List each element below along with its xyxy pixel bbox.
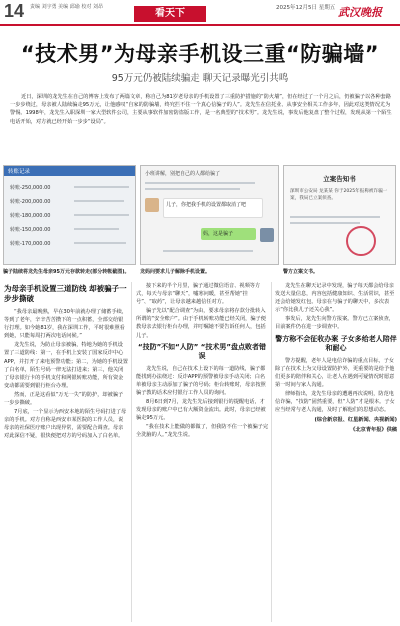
paragraph: 骗子先以“配合调查”为由，要求母亲将存款分批转入所谓的“安全账户”。由于手机转账功能已经关闭，骗子便教母亲去银行柜台办理，并叮嘱她不要告诉任何人，包括儿子。 — [136, 308, 266, 339]
doc-title: 立案告知书 — [323, 175, 356, 183]
section-banner: 看天下 — [134, 6, 206, 22]
chat-top-text: 小班讲解，别把自己的人都给骗了 — [145, 171, 221, 177]
photo-line — [74, 214, 129, 216]
col1-subheading: 为母亲手机设置三道防线 却被骗子一步步撕破 — [4, 284, 127, 303]
issue-date: 2025年12月5日 星期五 — [276, 5, 336, 11]
transfer-row: 转账-170,000.00 — [10, 241, 51, 247]
photo-line — [145, 182, 255, 184]
supply-credit: 《北京青年报》供稿 — [350, 427, 397, 434]
photo-line — [145, 188, 240, 190]
transfer-record-photo — [3, 165, 136, 265]
avatar — [260, 228, 274, 242]
photo-line — [74, 228, 119, 230]
col3-subheading: 警方称不会征收办案 子女多给老人陪伴和耐心 — [275, 334, 397, 352]
transfer-row: 转账-150,000.00 — [10, 227, 51, 233]
transfer-row: 转账-200,000.00 — [10, 199, 51, 205]
article-headline: “技术男”为母亲手机设三重“防骗墙” — [20, 42, 380, 66]
transfer-row: 转账-250,000.00 — [10, 185, 51, 191]
chat-reply: 妈，这是骗子 — [201, 228, 256, 240]
column-divider — [271, 282, 272, 622]
photo1-rows — [10, 181, 50, 251]
article-column-1 — [4, 282, 128, 442]
source-credit: (综合新京报、红星新闻、央视新闻) — [314, 417, 397, 424]
page-header — [0, 0, 400, 26]
paragraph: 7月底，一个显示为西安本地的陌生号码打进了母亲的手机。对方自称是西安市某医院的工作人员，说母亲的社保医疗账户出现异常，需要配合调查。母亲对此深信不疑，很快便把对方的号码加入了白名单。 — [4, 409, 127, 440]
transfer-row: 转账-180,000.00 — [10, 213, 51, 219]
paragraph: “我母亲最晚熟，早在30年前就办理了储蓄手续，等到了老年，辛辛苦苦攒下的一点积蓄，全部交给银行打理。如今她81岁，我在深圳工作，平时很难照看到她，只能每周打两次电话问候。” — [4, 309, 128, 340]
editor-credits: 责编 刘宇勇 美编 邱瑜 校对 刘昂 — [30, 4, 103, 10]
chat-screenshot-photo — [140, 165, 279, 265]
seal-stamp — [346, 226, 376, 256]
police-document-photo — [283, 165, 396, 265]
article-subhead: 95万元仍被陆续骗走 聊天记录曝光引共鸣 — [111, 73, 289, 84]
chat-message: 儿子，你把我手机的设置都取消了吧 — [163, 198, 263, 218]
paragraph: 龙先生在聊天记录中发现，骗子每天都会给母亲发送大量信息，内容包括健康知识、生活常识，甚至还会给她发红包。母亲在与骗子的聊天中，多次表示“你比我儿子还关心我”。 — [275, 283, 395, 314]
paragraph: 8月6日到7月，龙先生先后接到银行的提醒电话，才发现母亲的账户中已有大额资金流出。此时，母亲已经被骗走95万元。 — [136, 399, 266, 422]
column-divider — [131, 282, 132, 622]
paragraph: 龙先生说，自己在技术上设下的每一道防线，骗子都能找到办法绕过：反诈APP的预警被母亲手动关闭；白名单被母亲主动添加了骗子的号码；柜台转账时，母亲按照骗子教的话术应付银行工作人员的询问。 — [136, 365, 266, 396]
photo-line — [290, 222, 360, 224]
avatar — [145, 198, 159, 212]
article-column-2 — [136, 282, 268, 441]
paragraph: 律师指出，龙先生母亲的遭遇再次说明，防范电信诈骗，“技防”固然重要，但“人防”才是根本。子女应当经常与老人沟通，及时了解他们的思想动态。 — [275, 390, 395, 414]
photo-line — [290, 216, 380, 218]
paragraph: 然而，正是这看似“万无一失”的防护，却被骗子一步步撕破。 — [4, 391, 124, 407]
photo3-caption: 警方立案文书。 — [283, 269, 319, 275]
paragraph: “我在技术上能做的都做了，但我防不住一个被骗子完全洗脑的人。”龙先生说。 — [136, 424, 269, 439]
paragraph: 警方提醒，老年人是电信诈骗的重点目标，子女除了在技术上为父母设置防护外，更重要的是给予他们更多的陪伴和关心，让老人在遇到可疑情况时愿意第一时间与家人沟通。 — [275, 357, 395, 388]
article-lede: 近日，深圳的龙先生在自己的博客上发布了两篇文章，称自己为81岁老母亲的手机设置了三重防护措施的“防火墙”，但在经过了一个月之后，仍被骗子以各种套路一步步绕过，母亲被人陆续骗走95万元，让他感叹“自家的防骗墙，终究拦不住一个真心信骗子的人”。龙先生在信托业、从事安全相关工作多年，因此对这类情况尤为警惕。1998年，龙先生入职深圳一家大型软件公司，主要从事软件加密防盗版工作，是一名典型的“技术男”。龙先生说，事发后他复盘了整个过程，发现从第一个陌生电话开始，对方就已经开始一步步“设局”。 — [10, 94, 392, 125]
photo-line — [74, 186, 129, 188]
article-column-3 — [275, 282, 397, 435]
photo2-caption: 龙妈问要求儿子解除手机设置。 — [140, 269, 211, 275]
photo-line — [163, 250, 253, 252]
photo-line — [74, 200, 124, 202]
paragraph: 接下来的半个月里，骗子通过微信语音、视频等方式，每天与母亲“聊天”，嘘寒问暖，甚至帮她“挂号”、“取药”，让母亲越来越信任对方。 — [136, 283, 261, 306]
photo-line — [74, 242, 126, 244]
page-number: 14 — [4, 1, 25, 21]
doc-body: 深圳市公安局 龙某某 你于2025年报称被诈骗一案，我局已立案侦查。 — [290, 189, 388, 201]
photo1-caption: 骗子陆续将龙先生母亲95万元存款转走(部分转帐截图)。 — [3, 269, 130, 275]
col2-subheading: “技防”不如“人防” “技术男”盘点败者错误 — [137, 342, 267, 360]
photo1-title: 转账记录 — [8, 169, 31, 175]
paragraph: 龙先生说，为防止母亲被骗，特地为她的手机设置了三道防线：第一，在手机上安装了国家反诈中心APP，并打开了来电预警功能；第二，为她的手机设置了白名单，陌生号码一律无法打进来；第三，他关闭了母亲银行卡的手机支付和网银转账功能，所有资金变动都需要到银行柜台办理。 — [4, 342, 128, 389]
newspaper-brand: 武汉晚报 — [338, 6, 382, 19]
paragraph: 事发后，龙先生向警方报案。警方已立案侦查，目前案件仍在进一步调查中。 — [275, 316, 394, 331]
